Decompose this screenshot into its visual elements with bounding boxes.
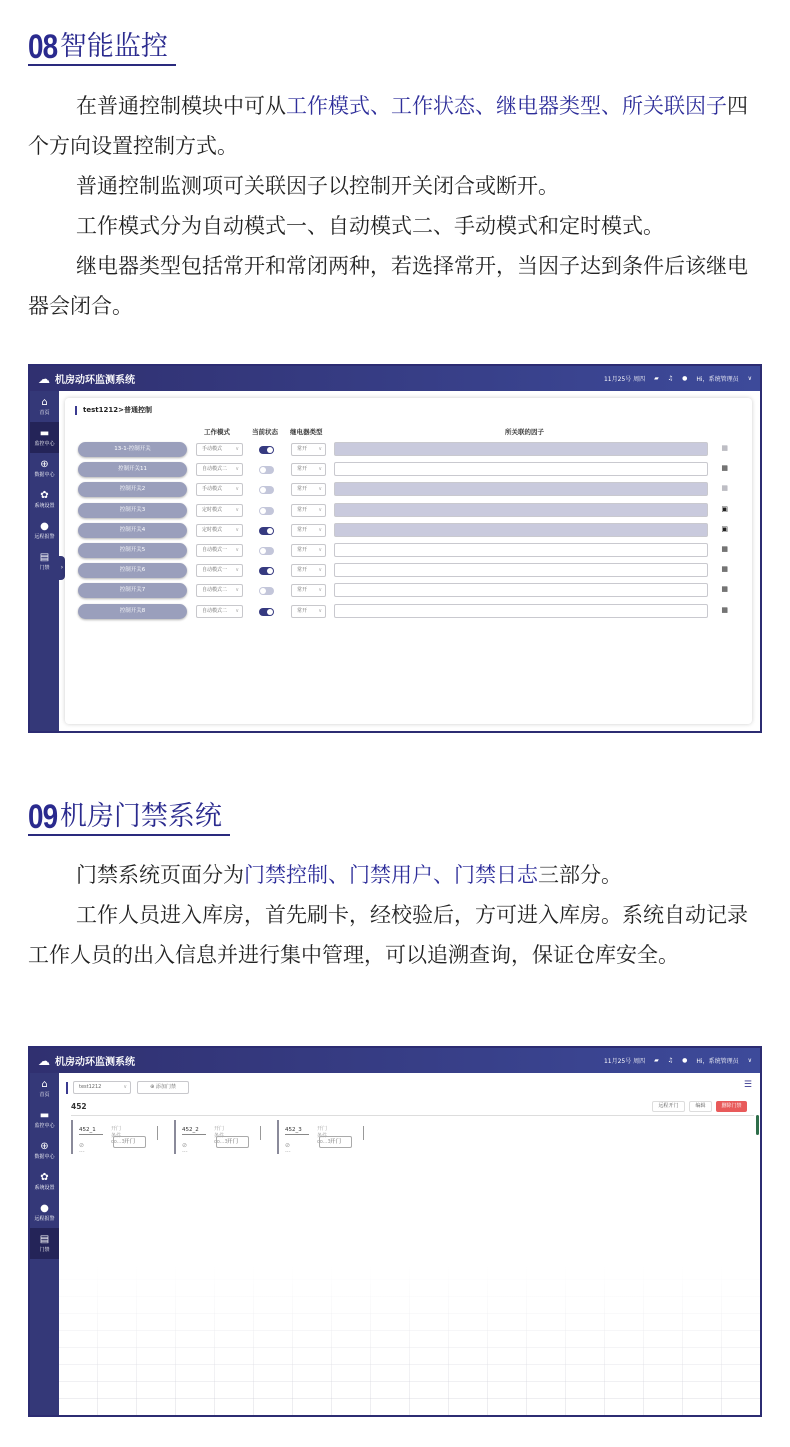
nav-icon: ⌂ — [41, 397, 48, 408]
section-name: 智能监控 — [59, 31, 168, 62]
sidebar — [30, 1073, 59, 1415]
sidebar-item[interactable] — [30, 1228, 59, 1259]
switch-name-button[interactable]: 控制开关4 — [78, 523, 187, 538]
factor-input[interactable] — [334, 583, 708, 597]
sidebar-item[interactable] — [30, 1073, 59, 1104]
nav-label: 数据中心 — [34, 472, 55, 478]
relay-select[interactable]: 常开 ∨ — [291, 463, 326, 476]
mode-select[interactable]: 自动模式二 ∨ — [196, 605, 243, 618]
nav-label: 首页 — [39, 410, 50, 416]
message-icon[interactable]: ▰ — [654, 375, 659, 382]
grid-icon[interactable]: ▦ — [721, 585, 728, 594]
table-row — [65, 520, 752, 540]
grid-icon[interactable]: ▦ — [721, 484, 728, 493]
door-card — [277, 1120, 341, 1156]
sidebar-item[interactable] — [30, 484, 59, 515]
mode-select[interactable]: 定时模式 ∨ — [196, 504, 243, 517]
paragraph: 工作模式分为自动模式一、自动模式二、手动模式和定时模式。 — [76, 214, 664, 238]
intro-text — [28, 855, 762, 975]
delete-door-button[interactable]: 删除门禁 — [716, 1101, 747, 1112]
relay-select[interactable]: 常开 ∨ — [291, 605, 326, 618]
paragraph: 工作人员进入库房，首先刷卡，经校验后，方可进入库房。系统自动记录工作人员的出入信息并进行集中管理，可以追溯查询，保证仓库安全。 — [28, 903, 748, 967]
door-card — [71, 1120, 135, 1156]
bell-icon[interactable]: ♫ — [667, 1057, 674, 1064]
table-row — [65, 439, 752, 459]
date-label: 11月25号 周四 — [603, 376, 646, 383]
mode-select[interactable]: 定时模式 ∨ — [196, 524, 243, 537]
factor-input — [334, 503, 708, 517]
switch-name-button[interactable]: 控制开关3 — [78, 503, 187, 518]
control-panel — [65, 398, 752, 724]
mode-select[interactable]: 自动模式二 ∨ — [196, 463, 243, 476]
state-toggle[interactable] — [259, 527, 274, 535]
grid-icon[interactable]: ▦ — [721, 605, 728, 614]
table-row — [65, 540, 752, 560]
nav-label: 监控中心 — [34, 1123, 55, 1129]
paragraph: 继电器类型包括常开和常闭两种，若选择常开，当因子达到条件后该继电器会闭合。 — [28, 254, 748, 318]
grid-icon[interactable]: ▦ — [721, 444, 728, 452]
door-condition: 开门条件co...3 — [214, 1126, 228, 1145]
mode-select[interactable]: 自动模式一 ∨ — [196, 564, 243, 577]
table-row — [65, 500, 752, 520]
mode-select[interactable]: 自动模式一 ∨ — [196, 544, 243, 557]
sidebar-item[interactable] — [30, 1166, 59, 1197]
nav-label: 远程报警 — [34, 534, 55, 540]
app-title: 机房动环监测系统 — [55, 1057, 135, 1068]
section-number: 08 — [28, 28, 58, 66]
nav-label: 远程报警 — [34, 1216, 55, 1222]
state-toggle[interactable] — [259, 507, 274, 515]
bell-icon[interactable]: ♫ — [667, 375, 674, 382]
factor-input[interactable] — [334, 462, 708, 476]
mode-select[interactable]: 手动模式 ∨ — [196, 443, 243, 456]
nav-icon: ▤ — [39, 552, 50, 563]
scrollbar[interactable] — [756, 1115, 759, 1135]
nav-label: 首页 — [39, 1092, 50, 1098]
table-row — [65, 459, 752, 479]
section-name: 机房门禁系统 — [59, 801, 222, 832]
grid-icon[interactable]: ▦ — [721, 565, 728, 574]
nav-icon: ⌂ — [41, 1079, 48, 1090]
factor-input[interactable] — [334, 543, 708, 557]
sidebar-item[interactable] — [30, 422, 59, 453]
intro-text — [28, 86, 762, 326]
factor-input[interactable] — [334, 563, 708, 577]
relay-select[interactable]: 常开 ∨ — [291, 584, 326, 597]
switch-name-button[interactable]: 控制开关8 — [78, 604, 187, 619]
state-toggle[interactable] — [259, 466, 274, 474]
sidebar-item[interactable] — [30, 546, 59, 577]
nav-icon: ▬ — [39, 1110, 50, 1121]
nav-icon: ⊕ — [40, 1141, 49, 1152]
switch-name-button[interactable]: 13-1-控制开关 — [78, 442, 187, 457]
door-card — [174, 1120, 238, 1156]
message-icon[interactable]: ▰ — [654, 1057, 659, 1064]
grid-icon[interactable]: ▦ — [721, 545, 728, 553]
state-toggle[interactable] — [259, 547, 274, 555]
door-condition: 开门条件co...3 — [317, 1126, 331, 1145]
paragraph: 门禁系统页面分为门禁控制、门禁用户、门禁日志三部分。 — [76, 863, 622, 887]
sidebar-item[interactable] — [30, 391, 59, 422]
nav-label: 门禁 — [39, 1247, 50, 1253]
header-relay: 继电器类型 — [290, 428, 323, 436]
add-door-button[interactable]: ⊕ 添加门禁 — [137, 1081, 189, 1094]
door-name: 452_2 — [182, 1127, 199, 1133]
calendar-icon[interactable]: ▣ — [721, 504, 728, 513]
link-icon: ⊘ ··· — [285, 1142, 291, 1156]
nav-icon: ▬ — [39, 428, 50, 439]
table-row — [65, 601, 752, 621]
relay-select[interactable]: 常开 ∨ — [291, 564, 326, 577]
state-toggle[interactable] — [259, 608, 274, 616]
app-header — [30, 366, 760, 391]
switch-name-button[interactable]: 控制开关5 — [78, 543, 187, 558]
remote-open-button[interactable]: 远程开门 — [652, 1101, 685, 1112]
grid-icon[interactable]: ▦ — [721, 464, 728, 473]
open-door-button[interactable]: 开门 — [113, 1136, 146, 1148]
chevron-down-icon[interactable]: ∨ — [747, 375, 752, 382]
state-toggle[interactable] — [259, 587, 274, 595]
door-condition: 开门条件co...3 — [111, 1126, 125, 1145]
sidebar — [30, 391, 59, 731]
open-door-button[interactable]: 开门 — [216, 1136, 249, 1148]
header-state: 当前状态 — [252, 428, 278, 436]
factor-input[interactable] — [334, 604, 708, 618]
room-select[interactable]: test1212 ∨ — [73, 1081, 131, 1094]
nav-label: 系统设置 — [34, 503, 55, 509]
nav-label: 门禁 — [39, 565, 50, 571]
relay-select[interactable]: 常开 ∨ — [291, 483, 326, 496]
nav-icon: ✿ — [40, 490, 49, 501]
table-row — [65, 560, 752, 580]
app-title: 机房动环监测系统 — [55, 375, 135, 386]
relay-select[interactable]: 常开 ∨ — [291, 504, 326, 517]
link-icon: ⊘ ··· — [182, 1142, 188, 1156]
sidebar-item[interactable] — [30, 515, 59, 546]
help-icon[interactable]: ● — [682, 375, 688, 382]
door-screenshot — [28, 1046, 762, 1417]
sidebar-item[interactable] — [30, 453, 59, 484]
header-factor: 所关联的因子 — [505, 428, 544, 436]
nav-label: 系统设置 — [34, 1185, 55, 1191]
group-title: 452 — [71, 1102, 87, 1111]
open-door-button[interactable]: 开门 — [319, 1136, 352, 1148]
header-mode: 工作模式 — [204, 428, 230, 436]
table-row — [65, 580, 752, 600]
nav-icon: ⊕ — [40, 459, 49, 470]
state-toggle[interactable] — [259, 567, 274, 575]
nav-icon: ▤ — [39, 1234, 50, 1245]
sidebar-item[interactable] — [30, 1135, 59, 1166]
factor-input — [334, 523, 708, 537]
calendar-icon[interactable]: ▣ — [721, 524, 728, 533]
nav-label: 数据中心 — [34, 1154, 55, 1160]
collapse-handle[interactable]: › — [59, 556, 65, 580]
section-title — [28, 800, 230, 836]
paragraph: 普通控制监测项可关联因子以控制开关闭合或断开。 — [76, 174, 559, 198]
logo-icon: ☁ — [38, 371, 50, 386]
factor-input — [334, 482, 708, 496]
chevron-down-icon[interactable]: ∨ — [747, 1057, 752, 1064]
sidebar-item[interactable] — [30, 1104, 59, 1135]
breadcrumb: test1212>普通控制 — [75, 406, 152, 415]
edit-button[interactable]: 编辑 — [689, 1101, 712, 1112]
door-panel — [59, 1073, 760, 1415]
table-row — [65, 479, 752, 499]
switch-name-button[interactable]: 控制开关2 — [78, 482, 187, 497]
section-number: 09 — [28, 798, 58, 836]
door-name: 452_1 — [79, 1127, 96, 1133]
section-title — [28, 30, 176, 66]
mode-select[interactable]: 自动模式二 ∨ — [196, 584, 243, 597]
control-screenshot — [28, 364, 762, 733]
door-name: 452_3 — [285, 1127, 302, 1133]
list-view-icon[interactable]: ☰ — [743, 1080, 752, 1090]
relay-select[interactable]: 常开 ∨ — [291, 443, 326, 456]
mode-select[interactable]: 手动模式 ∨ — [196, 483, 243, 496]
switch-name-button[interactable]: 控制开关11 — [78, 462, 187, 477]
switch-name-button[interactable]: 控制开关7 — [78, 583, 187, 598]
help-icon[interactable]: ● — [682, 1057, 688, 1064]
paragraph: 在普通控制模块中可从工作模式、工作状态、继电器类型、所关联因子四个方向设置控制方式。 — [28, 94, 748, 158]
relay-select[interactable]: 常开 ∨ — [291, 544, 326, 557]
nav-icon: ● — [40, 521, 49, 532]
factor-input — [334, 442, 708, 456]
switch-name-button[interactable]: 控制开关6 — [78, 563, 187, 578]
state-toggle[interactable] — [259, 446, 274, 454]
user-menu[interactable]: Hi，系统管理员 — [696, 1058, 739, 1065]
date-label: 11月25号 周四 — [603, 1058, 646, 1065]
link-icon: ⊘ ··· — [79, 1142, 85, 1156]
user-menu[interactable]: Hi，系统管理员 — [696, 376, 739, 383]
app-header — [30, 1048, 760, 1073]
sidebar-item[interactable] — [30, 1197, 59, 1228]
nav-icon: ✿ — [40, 1172, 49, 1183]
nav-icon: ● — [40, 1203, 49, 1214]
relay-select[interactable]: 常开 ∨ — [291, 524, 326, 537]
nav-label: 监控中心 — [34, 441, 55, 447]
logo-icon: ☁ — [38, 1053, 50, 1068]
background-floor — [59, 1265, 760, 1415]
state-toggle[interactable] — [259, 486, 274, 494]
